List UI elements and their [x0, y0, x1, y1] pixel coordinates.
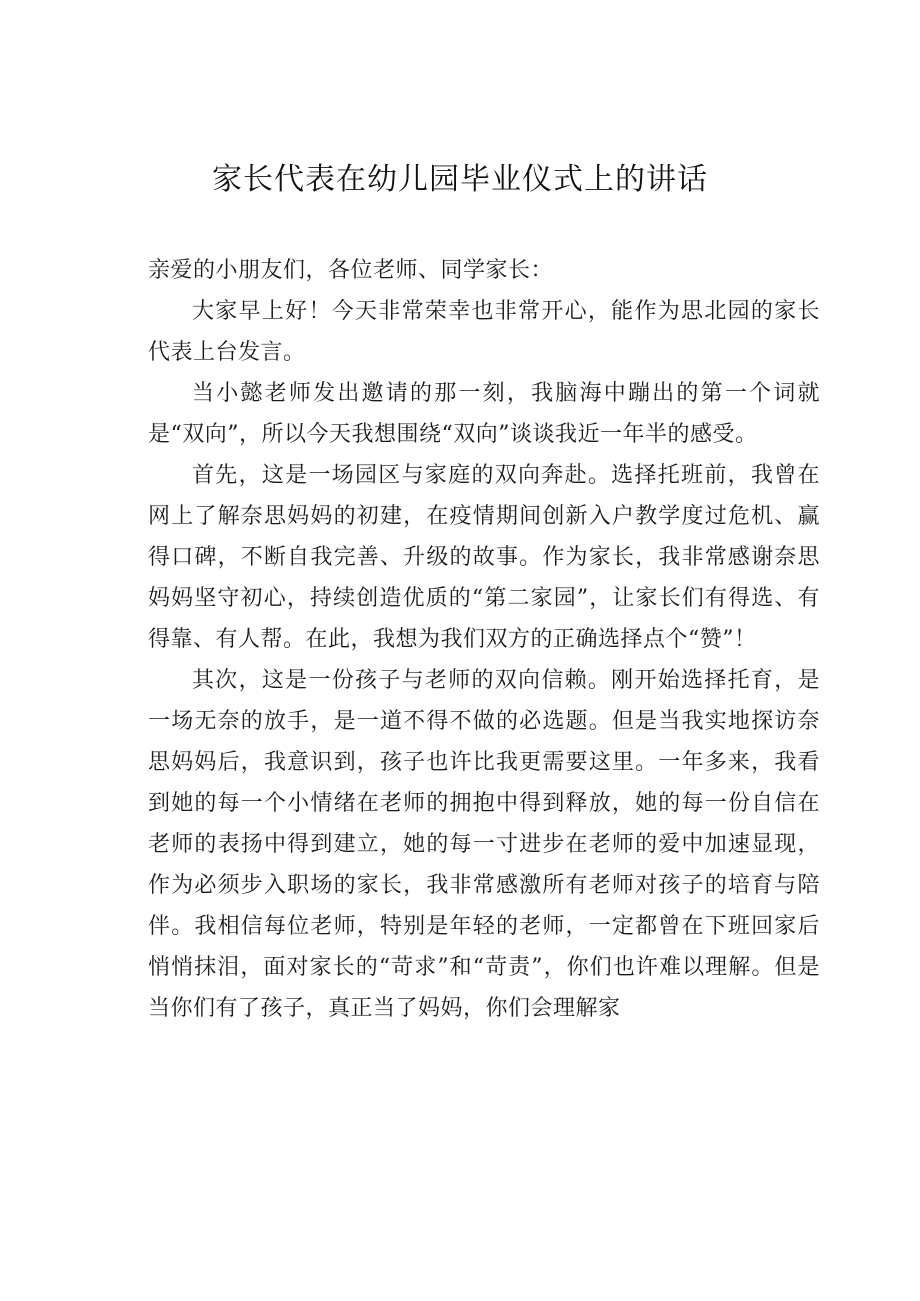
salutation: 亲爱的小朋友们，各位老师、同学家长： [148, 258, 554, 283]
paragraph-greeting: 大家早上好！今天非常荣幸也非常开心，能作为思北园的家长代表上台发言。 [148, 299, 820, 365]
paragraph-first-point: 首先，这是一场园区与家庭的双向奔赴。选择托班前，我曾在网上了解奈思妈妈的初建，在疫情期间创新入户教学度过危机、赢得口碑，不断自我完善、升级的故事。作为家长，我非常感谢奈思妈妈坚守初心，持续创造优质的“第二家园”，让家长们有得选、有得靠、有人帮。在此，我想为我们双方的正确选择点个“赞”！ [148, 463, 820, 652]
paragraph-invitation: 当小懿老师发出邀请的那一刻，我脑海中蹦出的第一个词就是“双向”，所以今天我想围绕“双向”谈谈我近一年半的感受。 [148, 381, 820, 447]
document-body [148, 250, 820, 1029]
document-title: 家长代表在幼儿园毕业仪式上的讲话 [212, 162, 708, 197]
paragraph-second-point: 其次，这是一份孩子与老师的双向信赖。刚开始选择托育，是一场无奈的放手，是一道不得不做的必选题。但是当我实地探访奈思妈妈后，我意识到，孩子也许比我更需要这里。一年多来，我看到她的每一个小情绪在老师的拥抱中得到释放，她的每一份自信在老师的表扬中得到建立，她的每一寸进步在老师的爱中加速显现，作为必须步入职场的家长，我非常感激所有老师对孩子的培育与陪伴。我相信每位老师，特别是年轻的老师，一定都曾在下班回家后悄悄抹泪，面对家长的“苛求”和“苛责”，你们也许难以理解。但是当你们有了孩子，真正当了妈妈，你们会理解家 [148, 668, 820, 1021]
